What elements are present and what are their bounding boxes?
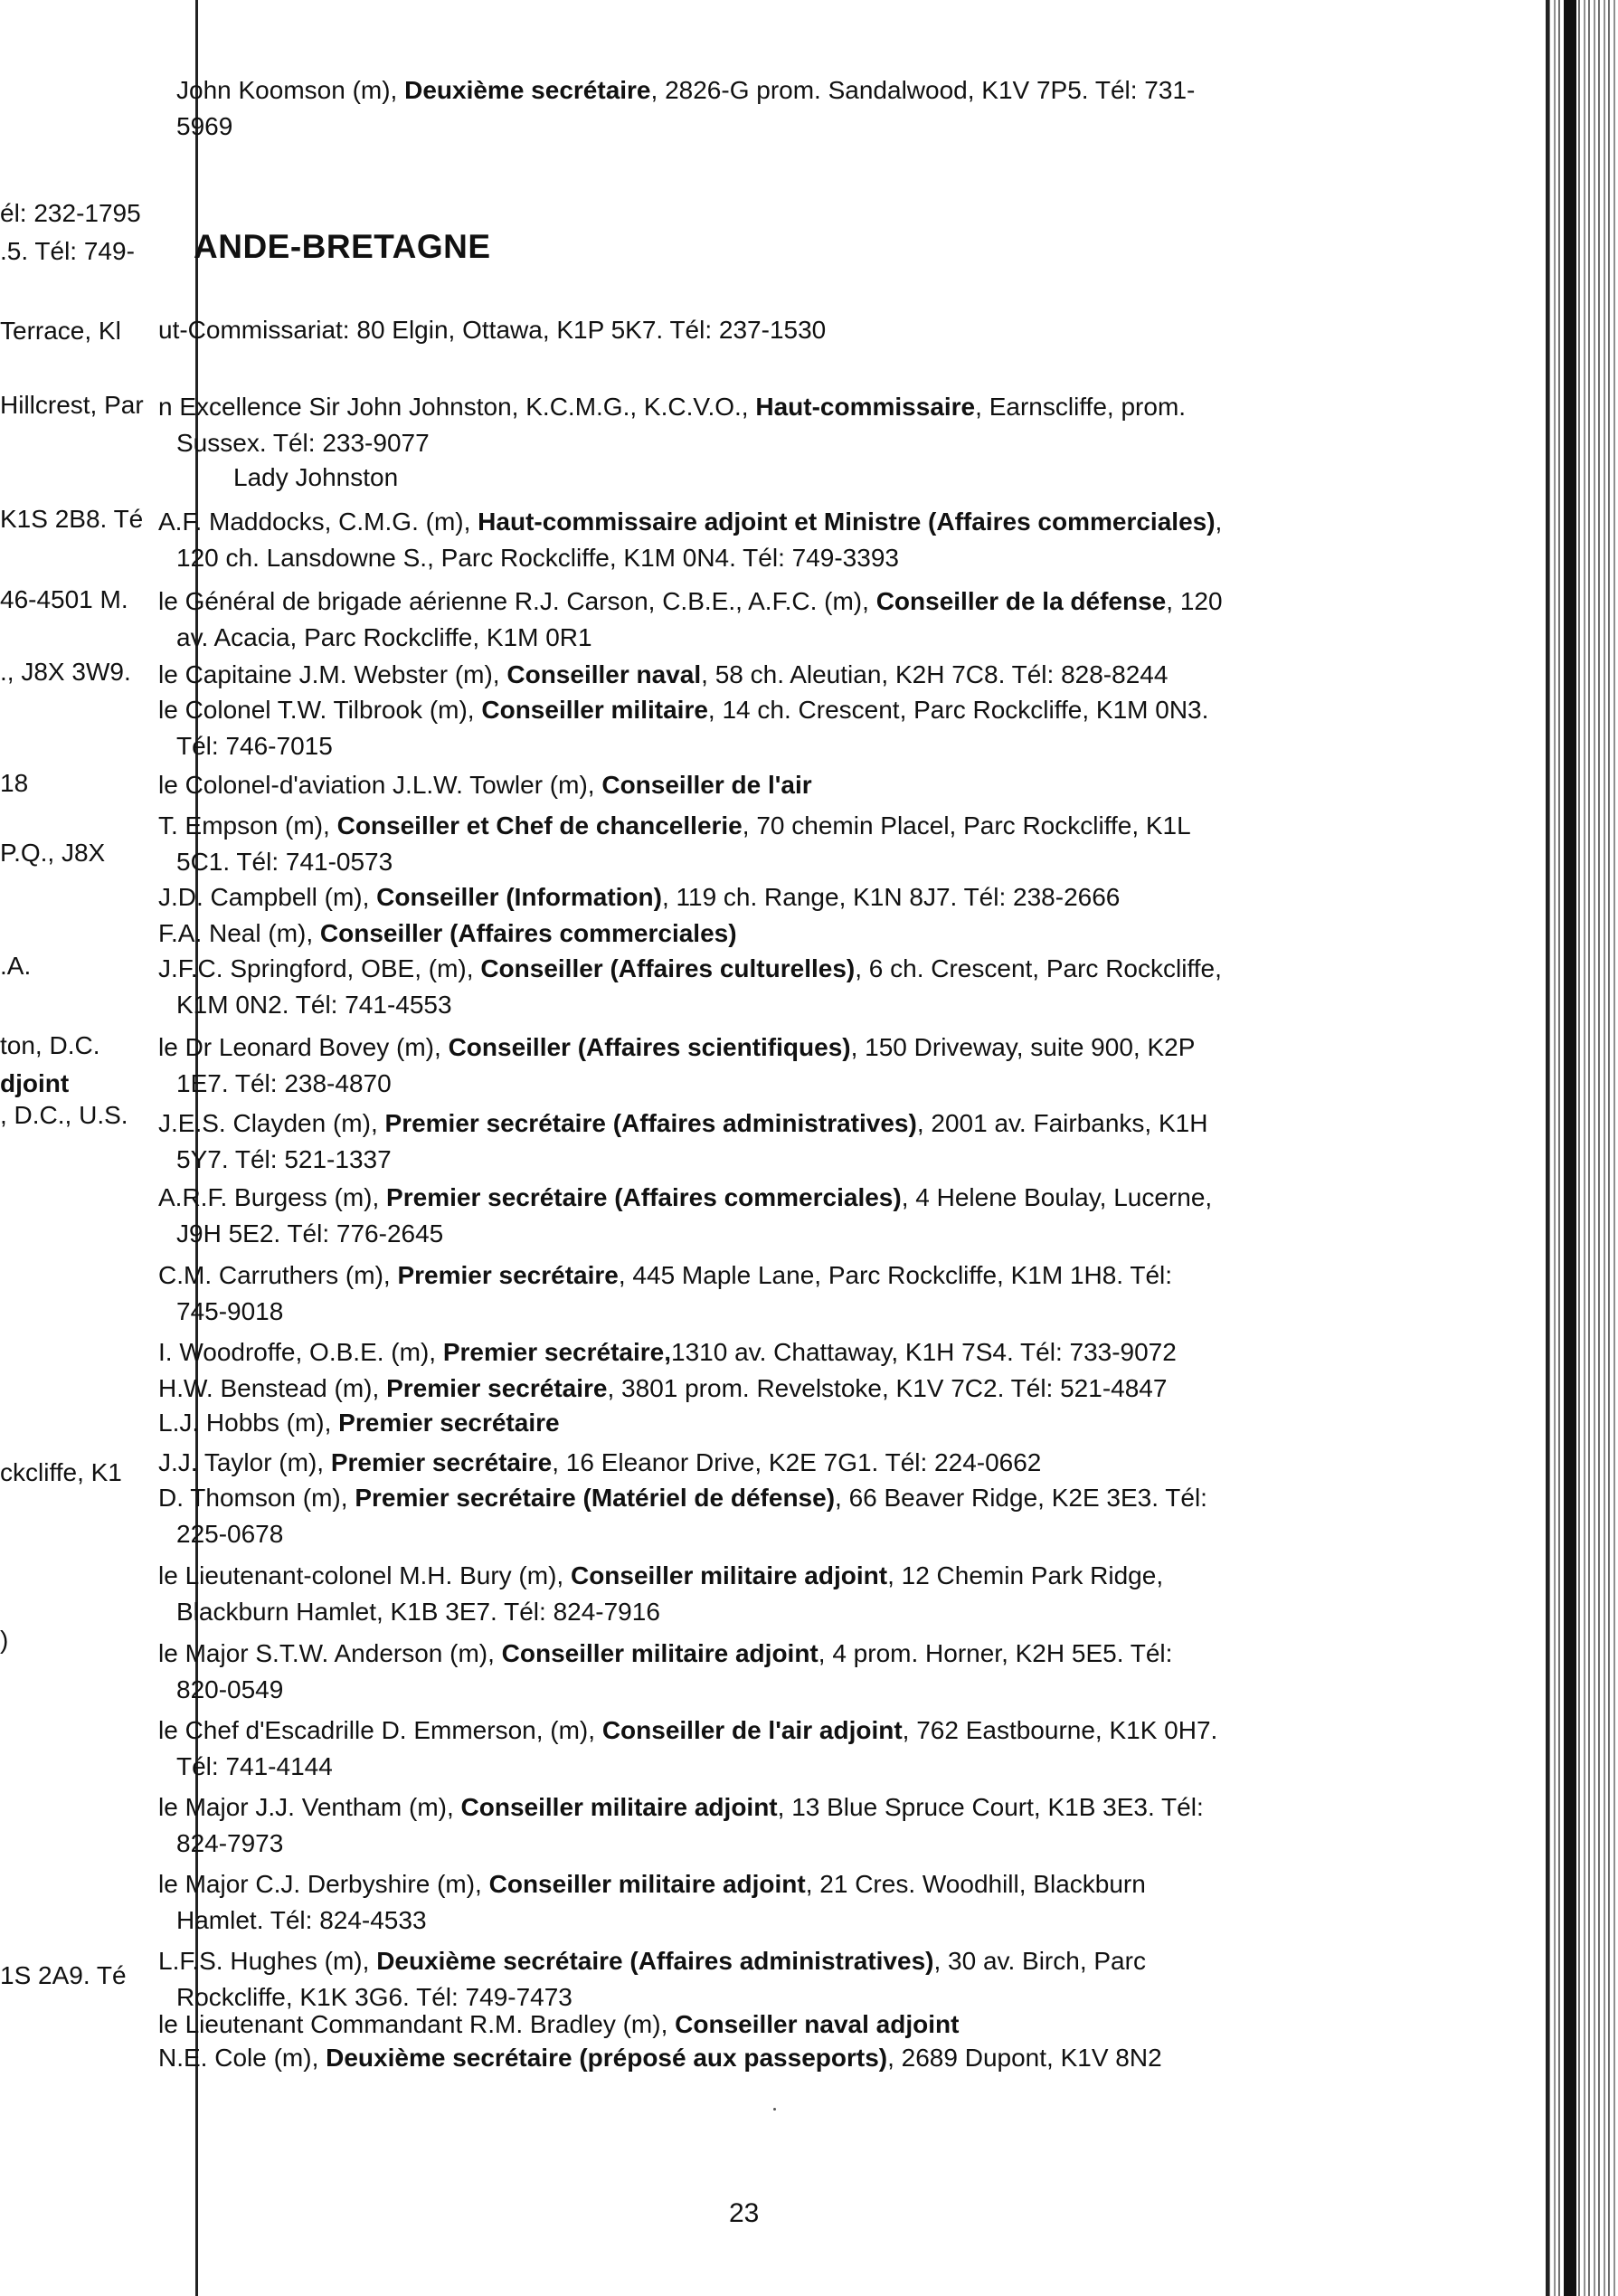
left-fragment: 1S 2A9. Té <box>0 1961 127 1989</box>
directory-entry: le Colonel T.W. Tilbrook (m), Conseiller militaire, 14 ch. Crescent, Parc Rockcliffe, K1M 0N3. Tél: 746-7015 <box>158 696 1209 760</box>
directory-entry: John Koomson (m), Deuxième secrétaire, 2826-G prom. Sandalwood, K1V 7P5. Tél: 731- 5969 <box>176 76 1196 140</box>
left-fragment: ) <box>0 1626 9 1654</box>
directory-entry: I. Woodroffe, O.B.E. (m), Premier secrétaire,1310 av. Chattaway, K1H 7S4. Tél: 733-9072 <box>158 1338 1177 1366</box>
page-number: 23 <box>729 2198 760 2228</box>
directory-entry: le Major J.J. Ventham (m), Conseiller militaire adjoint, 13 Blue Spruce Court, K1B 3E3. Tél: 824-7973 <box>158 1793 1204 1857</box>
directory-entry: L.J. Hobbs (m), Premier secrétaire <box>158 1409 560 1437</box>
directory-entry: A.F. Maddocks, C.M.G. (m), Haut-commissaire adjoint et Ministre (Affaires commerciales), 120 ch. Lansdowne S., Parc Rockcliffe, K1M 0N4. Tél: 749-3393 <box>158 508 1223 572</box>
left-fragment: .A. <box>0 952 32 980</box>
left-fragment: Hillcrest, Par <box>0 391 144 419</box>
left-fragment: 18 <box>0 769 29 797</box>
left-fragment: ., J8X 3W9. <box>0 658 131 686</box>
directory-entry: J.F.C. Springford, OBE, (m), Conseiller (Affaires culturelles), 6 ch. Crescent, Parc Rockcliffe, K1M 0N2. Tél: 741-4553 <box>158 954 1222 1019</box>
left-fragment: , D.C., U.S. <box>0 1101 128 1129</box>
directory-entry: A.R.F. Burgess (m), Premier secrétaire (Affaires commerciales), 4 Helene Boulay, Lucerne, J9H 5E2. Tél: 776-2645 <box>158 1183 1213 1248</box>
directory-entry: Lady Johnston <box>233 463 399 491</box>
left-fragment: .5. Tél: 749- <box>0 237 135 265</box>
directory-entry: J.E.S. Clayden (m), Premier secrétaire (Affaires administratives), 2001 av. Fairbanks, K1H 5Y7. Tél: 521-1337 <box>158 1109 1208 1173</box>
directory-entry: T. Empson (m), Conseiller et Chef de chancellerie, 70 chemin Placel, Parc Rockcliffe, K1L 5C1. Tél: 741-0573 <box>158 811 1191 876</box>
left-fragment: 46-4501 M. <box>0 585 128 613</box>
directory-entry: L.F.S. Hughes (m), Deuxième secrétaire (Affaires administratives), 30 av. Birch, Parc Rockcliffe, K1K 3G6. Tél: 749-7473 <box>158 1947 1146 2011</box>
directory-entry: le Chef d'Escadrille D. Emmerson, (m), Conseiller de l'air adjoint, 762 Eastbourne, K1K 0H7. Tél: 741-4144 <box>158 1716 1218 1780</box>
left-fragment: ckcliffe, K1 <box>0 1458 122 1486</box>
scan-speck <box>773 2108 776 2111</box>
directory-entry: H.W. Benstead (m), Premier secrétaire, 3801 prom. Revelstoke, K1V 7C2. Tél: 521-4847 <box>158 1374 1168 1402</box>
directory-entry: C.M. Carruthers (m), Premier secrétaire, 445 Maple Lane, Parc Rockcliffe, K1M 1H8. Tél: 745-9018 <box>158 1261 1173 1325</box>
directory-entry: le Major C.J. Derbyshire (m), Conseiller militaire adjoint, 21 Cres. Woodhill, Blackburn Hamlet. Tél: 824-4533 <box>158 1870 1146 1934</box>
directory-entry: le Capitaine J.M. Webster (m), Conseiller naval, 58 ch. Aleutian, K2H 7C8. Tél: 828-8244 <box>158 660 1169 688</box>
directory-entry: F.A. Neal (m), Conseiller (Affaires commerciales) <box>158 919 737 947</box>
directory-entry: le Major S.T.W. Anderson (m), Conseiller militaire adjoint, 4 prom. Horner, K2H 5E5. Tél: 820-0549 <box>158 1639 1173 1703</box>
left-fragment: djoint <box>0 1069 70 1097</box>
directory-entry: le Dr Leonard Bovey (m), Conseiller (Affaires scientifiques), 150 Driveway, suite 900, K2P 1E7. Tél: 238-4870 <box>158 1033 1196 1097</box>
page-edge-scan-artifact <box>1546 0 1618 2296</box>
left-fragment: P.Q., J8X <box>0 839 106 867</box>
left-fragment: K1S 2B8. Té <box>0 505 144 533</box>
directory-entry: n Excellence Sir John Johnston, K.C.M.G., K.C.V.O., Haut-commissaire, Earnscliffe, prom. Sussex. Tél: 233-9077 <box>158 393 1187 457</box>
directory-entry: le Lieutenant-colonel M.H. Bury (m), Conseiller militaire adjoint, 12 Chemin Park Ridge, Blackburn Hamlet, K1B 3E7. Tél: 824-7916 <box>158 1561 1164 1626</box>
left-fragment: él: 232-1795 <box>0 199 141 227</box>
directory-entry: le Lieutenant Commandant R.M. Bradley (m), Conseiller naval adjoint <box>158 2010 960 2038</box>
directory-entry: le Général de brigade aérienne R.J. Carson, C.B.E., A.F.C. (m), Conseiller de la défense, 120 av. Acacia, Parc Rockcliffe, K1M 0R1 <box>158 587 1223 651</box>
directory-entry: ut-Commissariat: 80 Elgin, Ottawa, K1P 5K7. Tél: 237-1530 <box>158 316 827 344</box>
directory-entry: D. Thomson (m), Premier secrétaire (Matériel de défense), 66 Beaver Ridge, K2E 3E3. Tél: 225-0678 <box>158 1484 1207 1548</box>
directory-entry: N.E. Cole (m), Deuxième secrétaire (préposé aux passeports), 2689 Dupont, K1V 8N2 <box>158 2044 1162 2072</box>
left-fragment: Terrace, Kl <box>0 317 121 345</box>
directory-entry: le Colonel-d'aviation J.L.W. Towler (m), Conseiller de l'air <box>158 771 812 799</box>
left-fragment: ton, D.C. <box>0 1031 100 1059</box>
directory-entry: J.J. Taylor (m), Premier secrétaire, 16 Eleanor Drive, K2E 7G1. Tél: 224-0662 <box>158 1448 1042 1476</box>
section-heading: ANDE-BRETAGNE <box>194 228 491 265</box>
directory-entry: J.D. Campbell (m), Conseiller (Information), 119 ch. Range, K1N 8J7. Tél: 238-2666 <box>158 883 1121 911</box>
